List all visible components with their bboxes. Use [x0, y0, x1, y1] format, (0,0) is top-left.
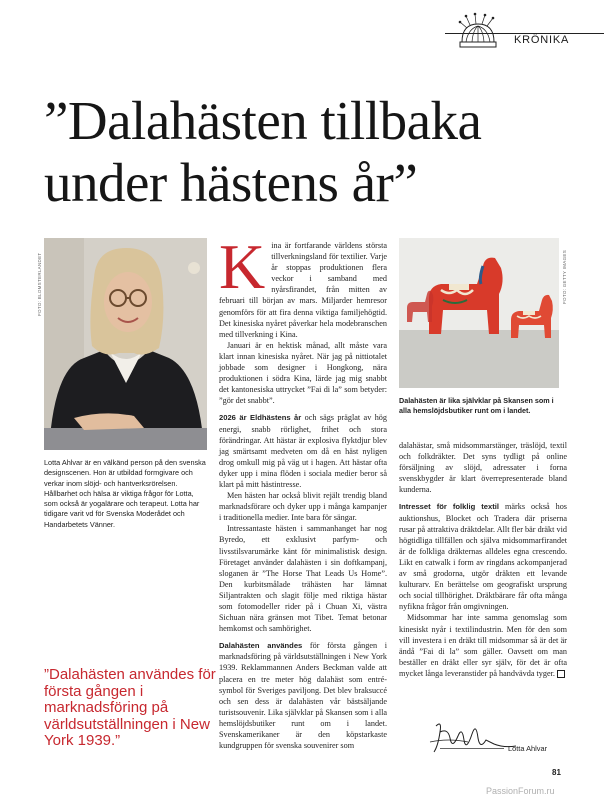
article-paragraph: 2026 är Eldhästens år och sägs präglat av hög energi, snabb rörlighet, frihet och stora förändringar. Att hästar är explosiva flyktdjur blev jag smärtsamt medveten om då en häst nyligen drog omkull mig på väg ut i hagen. Att hästar ofta dyker upp i mina flöden i sociala medier beror så klart på mitt hästintresse.	[219, 413, 387, 489]
photo-credit-left: FOTO: BLOMSTERLANDET	[37, 252, 42, 316]
photo-credit-right: FOTO: GETTY IMAGES	[562, 250, 567, 304]
subhead-lead: Dalahästen användes	[219, 641, 303, 651]
signature-line	[440, 748, 504, 749]
article-paragraph: Intresset för folklig textil märks också hos auktionshus, Blocket och Tradera där priserna rusar på attraktiva dräktdelar. Allt fler bär dräkt vid högtidliga tillfällen och själva midsommarfirandet är de folkliga dräkternas alldeles egna crescendo. Likt en catwalk i form av ringdans ackompanjerad av små grodorna, utgör dräkten ett levande kulturarv. En berättelse om geografiskt ursprung och social tillhörighet. Dräktbärare får ofta många nyfikna frågor från omgivningen.	[399, 502, 567, 612]
signature	[428, 716, 518, 758]
end-mark-icon	[557, 670, 565, 678]
article-paragraph: Kina är fortfarande världens största tillverkningsland för textilier. Varje år stoppas produktionen flera veckor i samband med nyårsfirandet, från mitten av februari till början av mars. Miljarder hemresor genomförs för att fira denna viktiga familjehögtid. Det kinesiska nyåret påverkar hela modebranschen med tillverkning i Kina.	[219, 231, 387, 339]
pin-cushion-icon	[456, 12, 500, 52]
headline	[44, 90, 584, 214]
photo-caption-right: Dalahästen är lika självklar på Skansen som i alla hemslöjdsbutiker runt om i landet.	[399, 396, 554, 415]
article-paragraph: Men hästen har också blivit rejält trendig bland marknadsförare och dyker upp i många kampanjer i traditionella medier. Inte bara för sängar.	[219, 491, 387, 523]
page-number: 81	[552, 768, 561, 777]
portrait-photo	[44, 238, 207, 450]
article-paragraph: dalahästar, små midsommarstänger, träslöjd, textil och folkdräkter. Det syns tydligt på online försäljning av slöjd, adressater i forna svenskbygder är klart överrepresenterade bland kunderna.	[399, 441, 567, 495]
article-paragraph: Midsommar har inte samma genomslag som kinesiskt nyår i textilindustrin. Men för den som vill investera i en dräkt till midsommar så är det är ändå ”Fai di la” som gäller. Oavsett om man beställer en dräkt eller syr själv, för det är ofta mycket långa leveranstider på handvävda tyger.	[399, 613, 567, 678]
drop-cap: K	[219, 231, 266, 302]
article-paragraph: Intressantaste hästen i sammanhanget har nog Byredo, ett exklusivt parfym- och livsstilsvarumärke känt för minimalistisk design. Företaget använder dalahästen i sin doftkampanj, sloganen är ”The Horse That Leads Us Home”. Den kurbitsmålade trähästen har lämnat Siljantrakten och slagit följe med riktiga hästar som fotomodeller rider på i Chuan Xi, västra Sichuan nära gränsen mot Tibet. Temat betonar hemkomst och samhörighet.	[219, 524, 387, 634]
photo-caption-left: Lotta Ahlvar är en välkänd person på den svenska designscenen. Hon är utbildad formgivare och verkar inom slöjd- och hantverksrörelsen. Hållbarhet och hälsa är viktiga frågor för Lotta, som också är yogalärare och terapeut. Lotta har tidigare varit vd för Svenska Moderådet och Handarbetets Vänner.	[44, 458, 206, 529]
headline-line-2: under hästens år”	[44, 152, 418, 213]
article-column-2	[399, 440, 567, 679]
subhead-lead: 2026 är Eldhästens år	[219, 413, 302, 423]
dala-horses-illustration	[399, 238, 559, 388]
article-paragraph: Januari är en hektisk månad, allt måste vara klart innan kinesiska nyåret. När jag på nittiotalet jobbade som designer i Hongkong, nära produktionen i södra Kina, lärde jag mig snabbt det kantonesiska uttrycket ”Fai di la” som betyder: ”gör det snabbt”.	[219, 340, 387, 406]
author-name: Lotta Ahlvar	[508, 744, 548, 753]
portrait-illustration	[44, 238, 207, 450]
article-paragraph: Dalahästen användes för första gången i marknadsföring på världsutställningen i New York 1939. Reklammannen Anders Beckman valde att placera en tre meter hög dalahäst som entré-symbol för Sveriges paviljong. Det blev braksuccé och sen dess är dalahästen vår bästsäljande turistsouvenir. Lika självklar på Skansen som i alla hemslöjdsbutiker runt om i landet. Svenskamerikaner är den köpstarkaste kundgruppen för svenska souvenirer som	[219, 641, 387, 751]
section-label: KRÖNIKA	[514, 34, 570, 46]
dala-horses-photo	[399, 238, 559, 388]
watermark: PassionForum.ru	[486, 786, 555, 796]
pull-quote: ”Dalahästen användes för första gången i marknadsföring på världsutställningen i New York 1939.”	[44, 666, 216, 750]
headline-line-1: ”Dalahästen tillbaka	[44, 90, 482, 151]
subhead-lead: Intresset för folklig textil	[399, 502, 500, 512]
article-column-1	[219, 231, 387, 751]
